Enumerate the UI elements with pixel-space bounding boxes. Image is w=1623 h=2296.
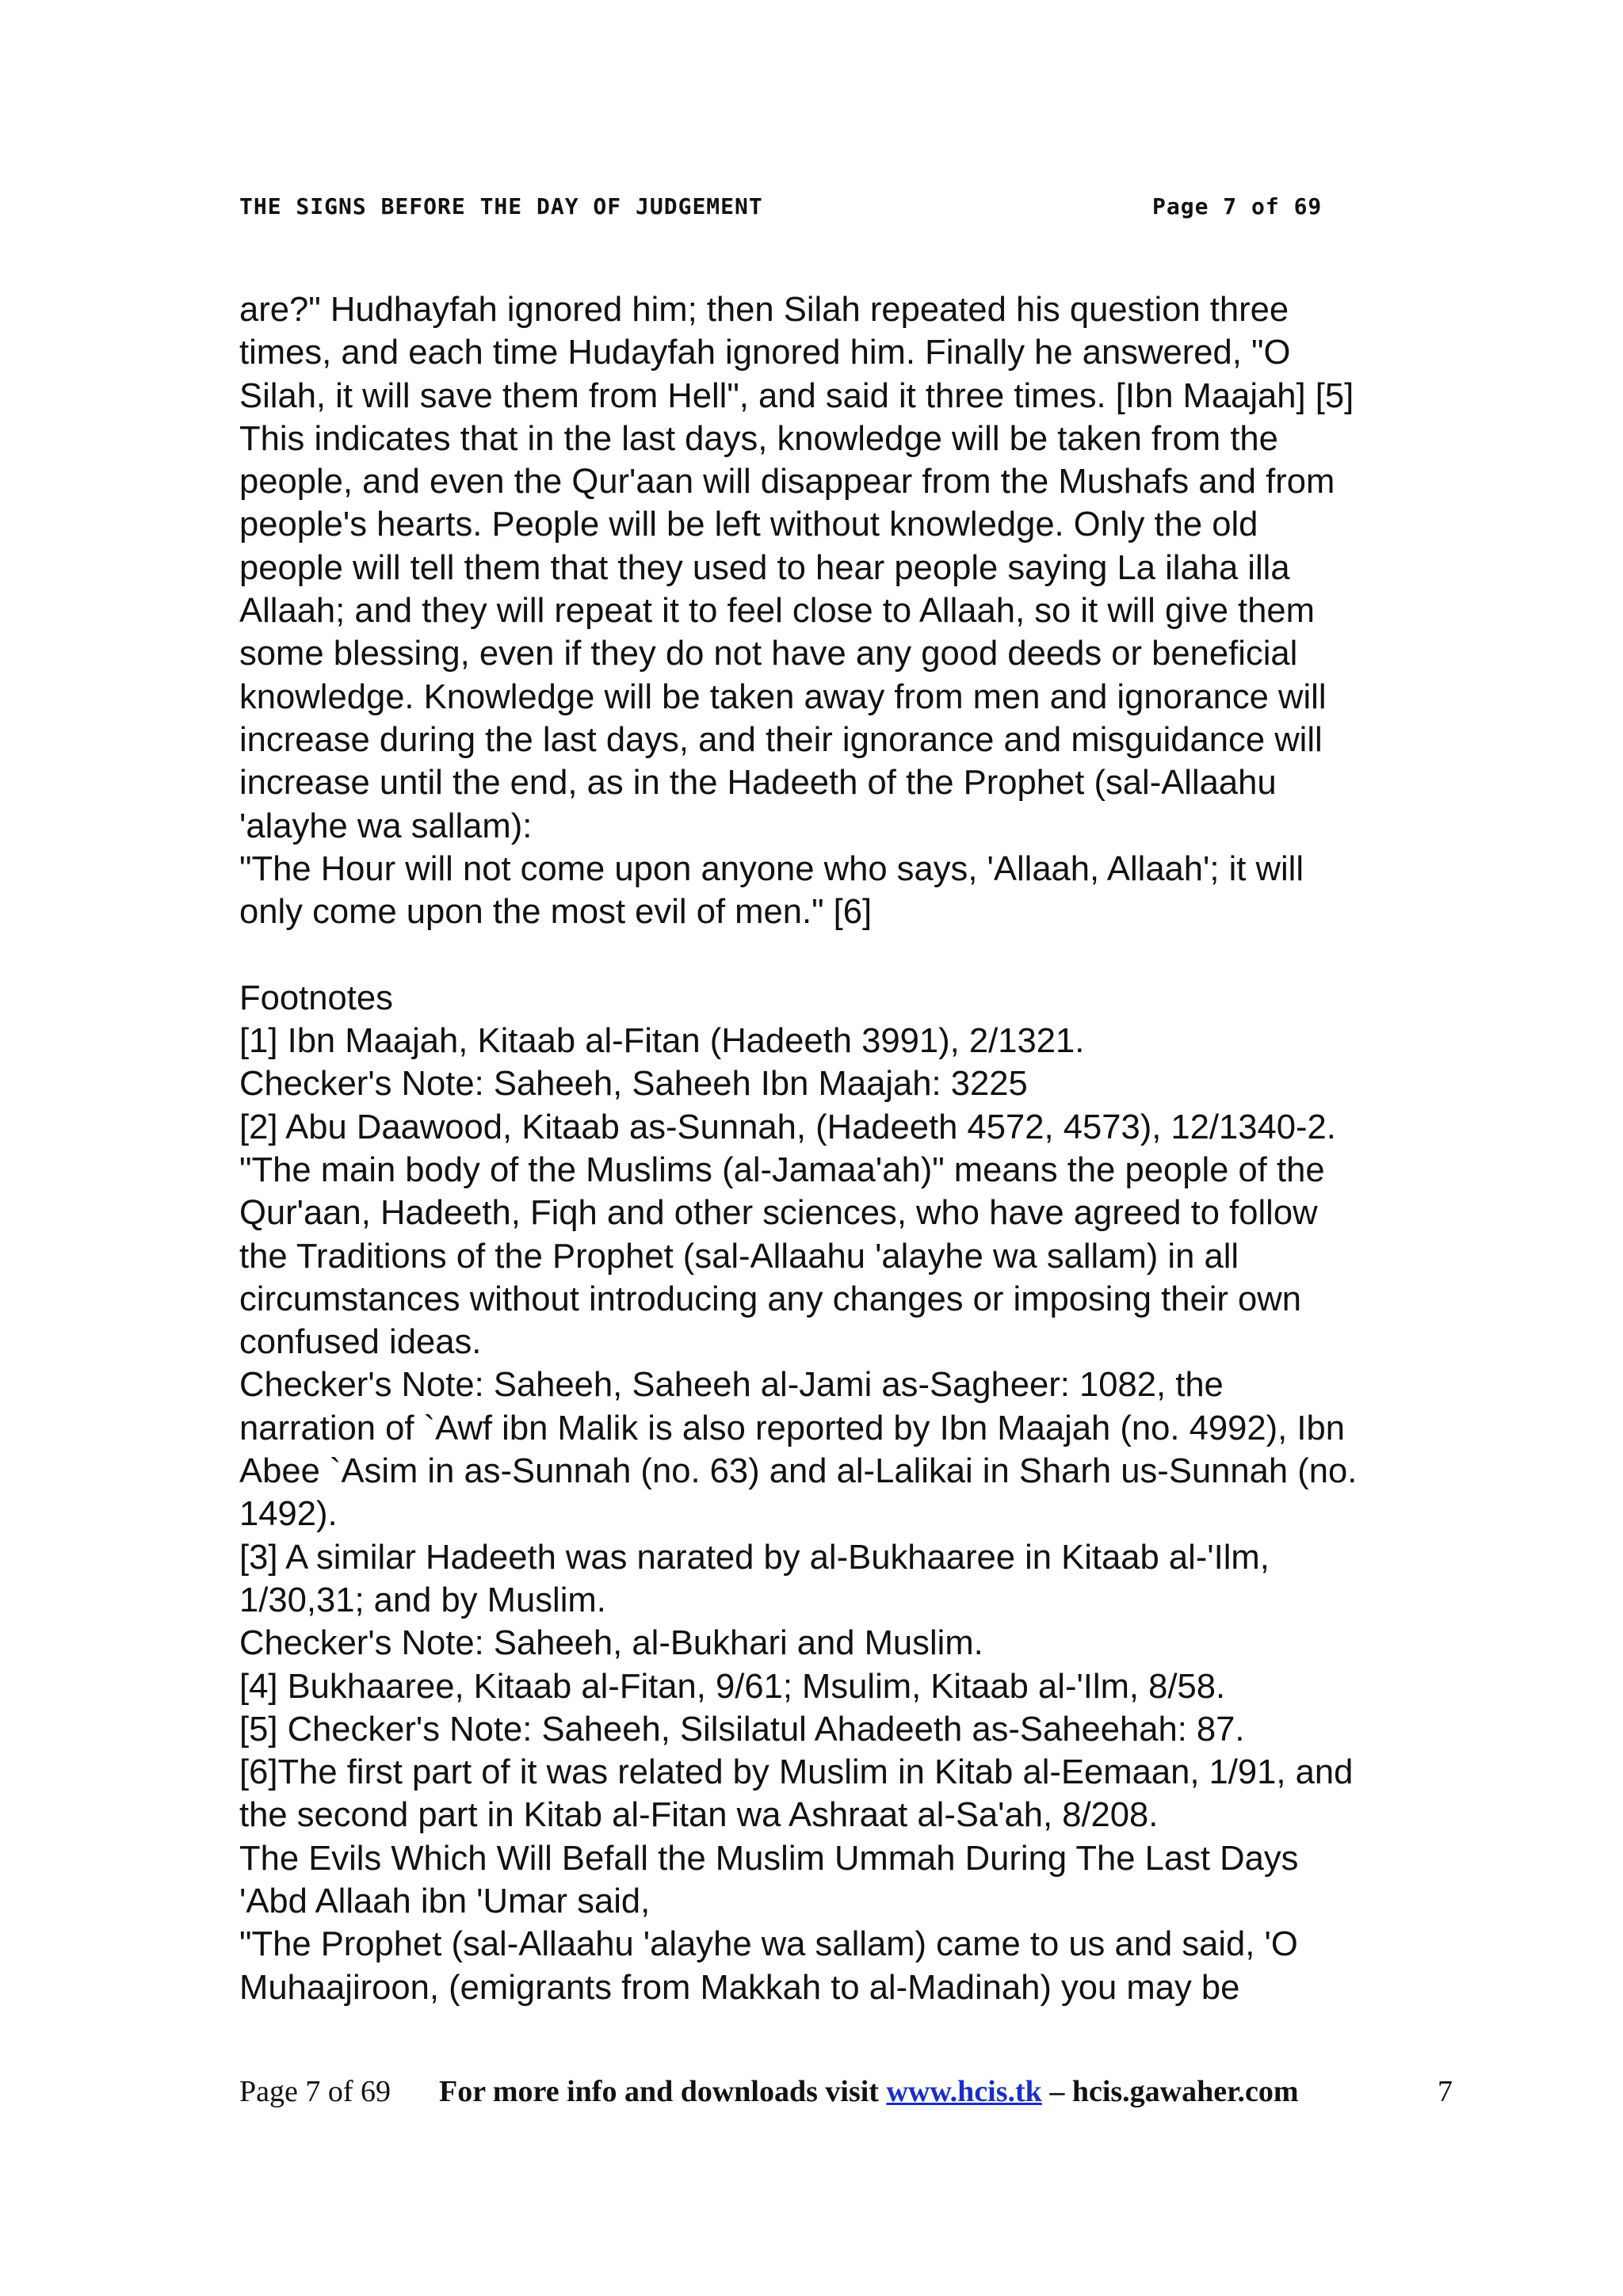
footnote-line: "The Prophet (sal-Allaahu 'alayhe wa sallam) came to us and said, 'O — [239, 1925, 1298, 1964]
body-line: only come upon the most evil of men." [6] — [239, 893, 873, 932]
footnote-line: Checker's Note: Saheeh, Saheeh Ibn Maajah: 3225 — [239, 1065, 1028, 1104]
footnote-line: Checker's Note: Saheeh, Saheeh al-Jami as-Sagheer: 1082, the — [239, 1366, 1224, 1405]
footnote-line: [2] Abu Daawood, Kitaab as-Sunnah, (Hadeeth 4572, 4573), 12/1340-2. — [239, 1108, 1336, 1146]
body-line: Allaah; and they will repeat it to feel close to Allaah, so it will give them — [239, 592, 1315, 631]
footer-info — [439, 2074, 1299, 2109]
body-line: increase during the last days, and their ignorance and misguidance will — [239, 720, 1323, 759]
footnote-line: 1/30,31; and by Muslim. — [239, 1581, 606, 1619]
body-line: people, and even the Qur'aan will disappear from the Mushafs and from — [239, 463, 1335, 502]
body-line: 'alayhe wa sallam): — [239, 807, 533, 845]
body-line: people's hearts. People will be left without knowledge. Only the old — [239, 505, 1258, 544]
body-line: knowledge. Knowledge will be taken away from men and ignorance will — [239, 677, 1327, 716]
paragraph-spacer — [239, 933, 1476, 976]
footer-info-prefix: For more info and downloads visit — [439, 2075, 887, 2108]
page-footer — [239, 2074, 1460, 2114]
footnote-line: "The main body of the Muslims (al-Jamaa'ah)" means the people of the — [239, 1150, 1325, 1189]
body-line: people will tell them that they used to hear people saying La ilaha illa — [239, 548, 1290, 587]
footnote-line: [3] A similar Hadeeth was narated by al-Bukhaaree in Kitaab al-'Ilm, — [239, 1538, 1270, 1577]
footer-page-number: 7 — [1438, 2075, 1453, 2108]
body-line: Silah, it will save them from Hell", and said it three times. [Ibn Maajah] [5] — [239, 376, 1354, 415]
footnote-line: circumstances without introducing any changes or imposing their own — [239, 1280, 1301, 1318]
body-line: This indicates that in the last days, knowledge will be taken from the — [239, 419, 1278, 458]
footer-page-label: Page 7 of 69 — [239, 2075, 391, 2108]
footer-info-suffix: – hcis.gawaher.com — [1041, 2075, 1299, 2108]
body-text — [239, 288, 1476, 2009]
body-line: "The Hour will not come upon anyone who says, 'Allaah, Allaah'; it will — [239, 849, 1304, 888]
footnote-line: [4] Bukhaaree, Kitaab al-Fitan, 9/61; Msulim, Kitaab al-'Ilm, 8/58. — [239, 1667, 1226, 1706]
footnote-line: 1492). — [239, 1495, 338, 1534]
footnote-line: narration of `Awf ibn Malik is also reported by Ibn Maajah (no. 4992), Ibn — [239, 1409, 1345, 1447]
footnotes-heading: Footnotes — [239, 978, 393, 1017]
footnote-line: the Traditions of the Prophet (sal-Allaahu 'alayhe wa sallam) in all — [239, 1237, 1239, 1276]
footnote-line: Muhaajiroon, (emigrants from Makkah to al-Madinah) you may be — [239, 1968, 1240, 2007]
footnote-line: [6]The first part of it was related by Muslim in Kitab al-Eemaan, 1/91, and — [239, 1753, 1354, 1792]
footnote-line: Checker's Note: Saheeh, al-Bukhari and Muslim. — [239, 1624, 983, 1663]
section-heading-line: The Evils Which Will Befall the Muslim Ummah During The Last Days — [239, 1839, 1299, 1878]
header-title: THE SIGNS BEFORE THE DAY OF JUDGEMENT — [239, 193, 763, 219]
header-page-label: Page 7 of 69 — [1152, 193, 1323, 219]
body-line: some blessing, even if they do not have any good deeds or beneficial — [239, 635, 1298, 673]
footnote-line: the second part in Kitab al-Fitan wa Ashraat al-Sa'ah, 8/208. — [239, 1796, 1159, 1835]
footnote-line: confused ideas. — [239, 1323, 482, 1362]
footnote-line: Qur'aan, Hadeeth, Fiqh and other sciences, who have agreed to follow — [239, 1194, 1318, 1233]
footnote-line: Abee `Asim in as-Sunnah (no. 63) and al-Lalikai in Sharh us-Sunnah (no. — [239, 1452, 1358, 1491]
footer-website-link[interactable]: www.hcis.tk — [886, 2075, 1042, 2108]
body-line: increase until the end, as in the Hadeeth of the Prophet (sal-Allaahu — [239, 764, 1277, 803]
footnote-line: [5] Checker's Note: Saheeh, Silsilatul Ahadeeth as-Saheehah: 87. — [239, 1710, 1245, 1749]
page-header — [239, 193, 1349, 225]
footnote-line: [1] Ibn Maajah, Kitaab al-Fitan (Hadeeth 3991), 2/1321. — [239, 1022, 1085, 1061]
footnote-line: 'Abd Allaah ibn 'Umar said, — [239, 1882, 651, 1920]
body-line: times, and each time Hudayfah ignored him. Finally he answered, "O — [239, 334, 1291, 372]
body-line: are?" Hudhayfah ignored him; then Silah repeated his question three — [239, 291, 1289, 329]
